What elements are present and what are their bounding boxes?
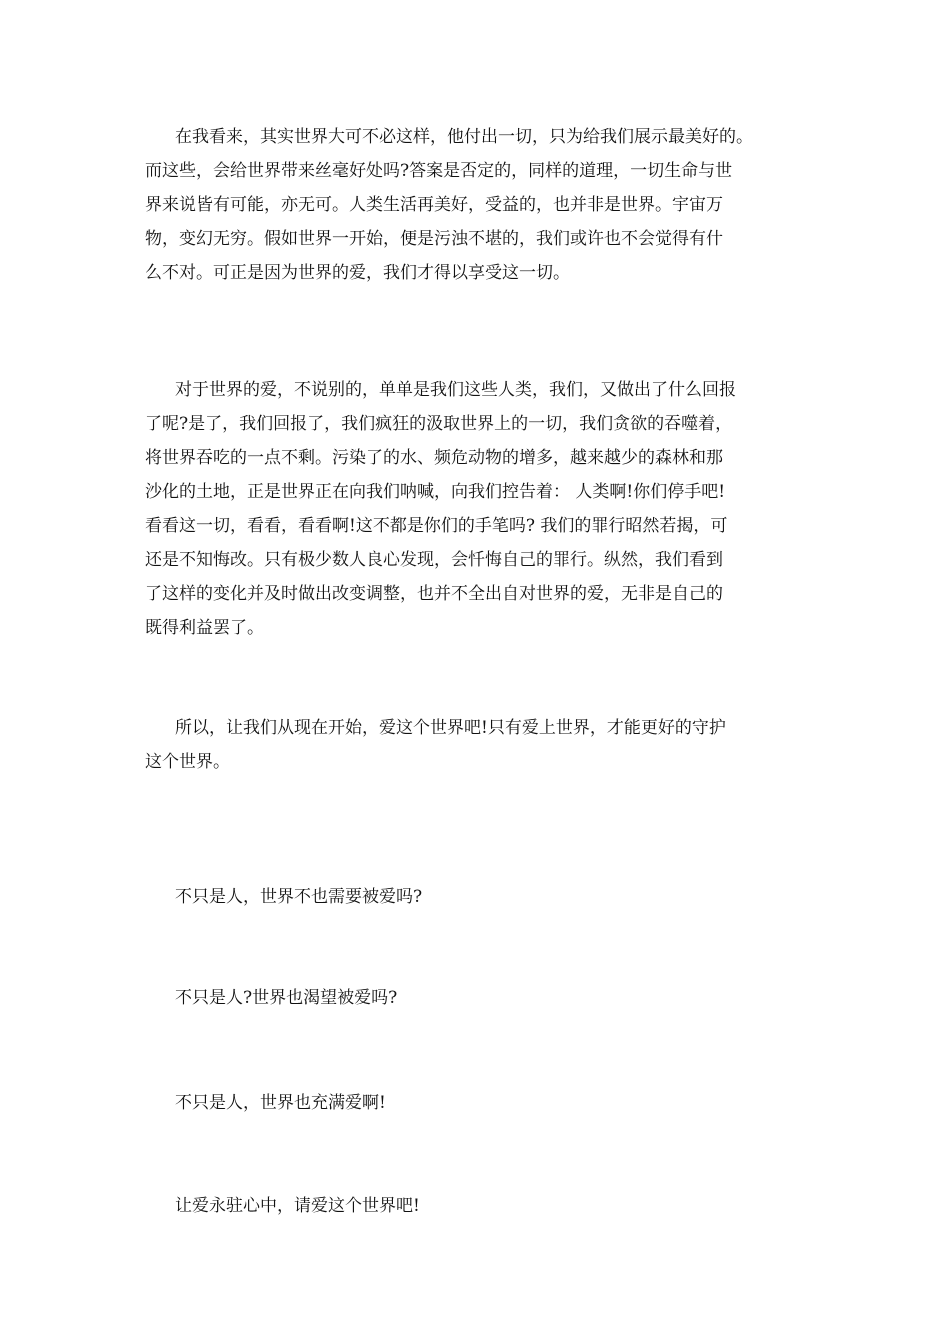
paragraph-7: [145, 1189, 815, 1223]
paragraph-5: [145, 981, 815, 1015]
paragraph-3: [145, 711, 815, 779]
paragraph-line: 看看这一切，看看，看看啊!这不都是你们的手笔吗? 我们的罪行昭然若揭，可: [145, 516, 728, 536]
paragraph-line: 界来说皆有可能，亦无可。人类生活再美好，受益的，也并非是世界。宇宙万: [145, 195, 723, 215]
paragraph-line: 让爱永驻心中，请爱这个世界吧!: [175, 1196, 420, 1216]
paragraph-line: 了呢?是了，我们回报了，我们疯狂的汲取世界上的一切，我们贪欲的吞噬着，: [145, 414, 733, 434]
paragraph-line: 沙化的土地，正是世界正在向我们呐喊，向我们控告着： 人类啊!你们停手吧!: [145, 482, 726, 502]
paragraph-line: 所以，让我们从现在开始，爱这个世界吧!只有爱上世界，才能更好的守护: [175, 718, 726, 738]
paragraph-6: [145, 1086, 815, 1120]
paragraph-line: 不只是人，世界不也需要被爱吗?: [175, 887, 423, 907]
paragraph-4: [145, 880, 815, 914]
paragraph-line: 不只是人，世界也充满爱啊!: [175, 1093, 386, 1113]
paragraph-line: 了这样的变化并及时做出改变调整，也并不全出自对世界的爱，无非是自己的: [145, 584, 723, 604]
paragraph-line: 在我看来，其实世界大可不必这样，他付出一切，只为给我们展示最美好的。: [175, 127, 753, 147]
paragraph-line: 而这些，会给世界带来丝毫好处吗?答案是否定的，同样的道理，一切生命与世: [145, 161, 733, 181]
paragraph-line: 既得利益罢了。: [145, 618, 264, 638]
paragraph-2: [145, 373, 815, 645]
paragraph-line: 不只是人?世界也渴望被爱吗?: [175, 988, 398, 1008]
paragraph-line: 么不对。可正是因为世界的爱，我们才得以享受这一切。: [145, 263, 570, 283]
paragraph-line: 这个世界。: [145, 752, 230, 772]
paragraph-1: [145, 120, 815, 290]
paragraph-line: 物，变幻无穷。假如世界一开始，便是污浊不堪的，我们或许也不会觉得有什: [145, 229, 723, 249]
paragraph-line: 还是不知悔改。只有极少数人良心发现，会忏悔自己的罪行。纵然，我们看到: [145, 550, 723, 570]
paragraph-line: 将世界吞吃的一点不剩。污染了的水、频危动物的增多，越来越少的森林和那: [145, 448, 723, 468]
paragraph-line: 对于世界的爱，不说别的，单单是我们这些人类，我们，又做出了什么回报: [175, 380, 736, 400]
